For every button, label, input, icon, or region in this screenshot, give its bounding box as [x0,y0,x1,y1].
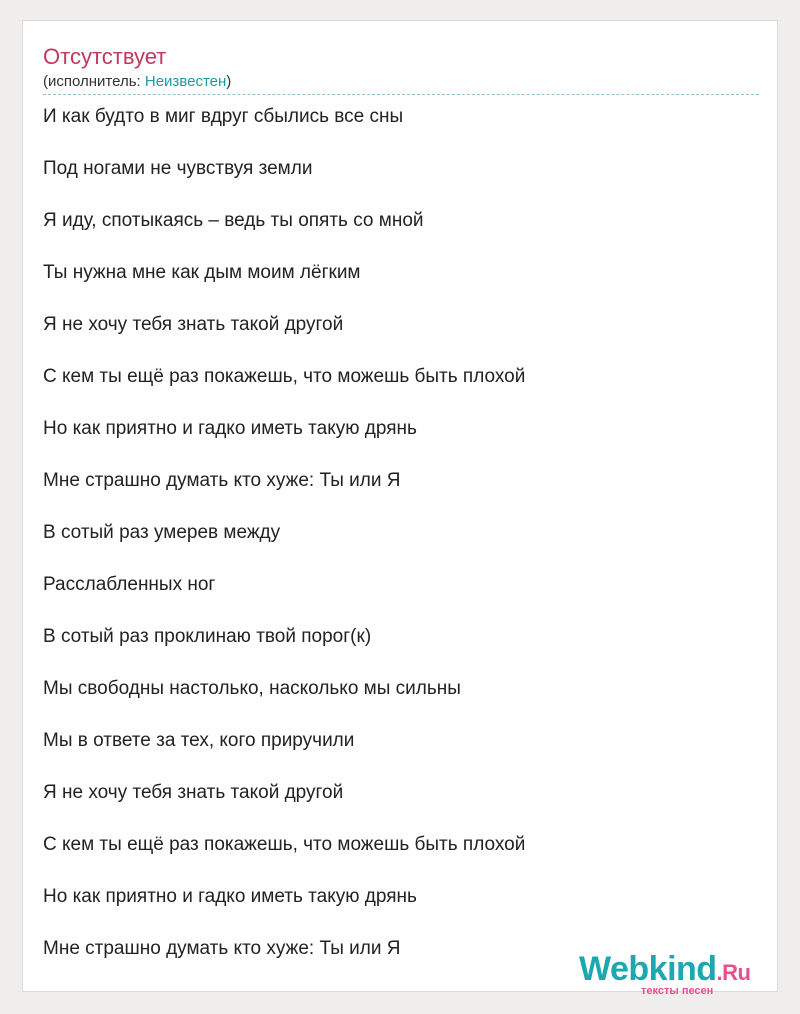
lyric-line: Мы в ответе за тех, кого приручили [43,730,355,751]
lyric-line: Расслабленных ног [43,574,216,595]
artist-line [43,73,231,91]
lyric-line: Но как приятно и гадко иметь такую дрянь [43,886,417,907]
artist-prefix: (исполнитель: [43,73,145,90]
lyric-line: Мне страшно думать кто хуже: Ты или Я [43,470,401,491]
lyrics-card [22,20,778,997]
song-title: Отсутствует [43,44,167,69]
webkind-logo[interactable] [579,950,771,997]
lyric-line: Мы свободны настолько, насколько мы сильны [43,678,461,699]
lyric-line: В сотый раз проклинаю твой порог(к) [43,626,372,647]
lyric-line: Но как приятно и гадко иметь такую дрянь [43,418,417,439]
lyrics-list [43,105,525,989]
lyric-line: Мне страшно думать кто хуже: Ты или Я [43,938,401,959]
lyric-line: Ты нужна мне как дым моим лёгким [43,262,361,283]
lyric-line: С кем ты ещё раз покажешь, что можешь быть плохой [43,834,526,855]
lyric-line: Я не хочу тебя знать такой другой [43,314,344,335]
lyric-line: Я не хочу тебя знать такой другой [43,782,344,803]
lyric-line: И как будто в миг вдруг сбылись все сны [43,106,404,127]
lyric-line: В сотый раз умерев между [43,522,281,543]
logo-tld: .Ru [716,960,751,985]
title-divider [43,94,759,95]
lyric-line: Под ногами не чувствуя земли [43,158,313,179]
artist-link[interactable]: Неизвестен [144,73,227,90]
lyric-line: Я иду, спотыкаясь – ведь ты опять со мной [43,210,424,231]
lyric-line: С кем ты ещё раз покажешь, что можешь быть плохой [43,366,526,387]
logo-brand: Webkind [579,950,717,988]
artist-suffix: ) [226,73,232,90]
logo-tagline: тексты песен [641,985,714,997]
